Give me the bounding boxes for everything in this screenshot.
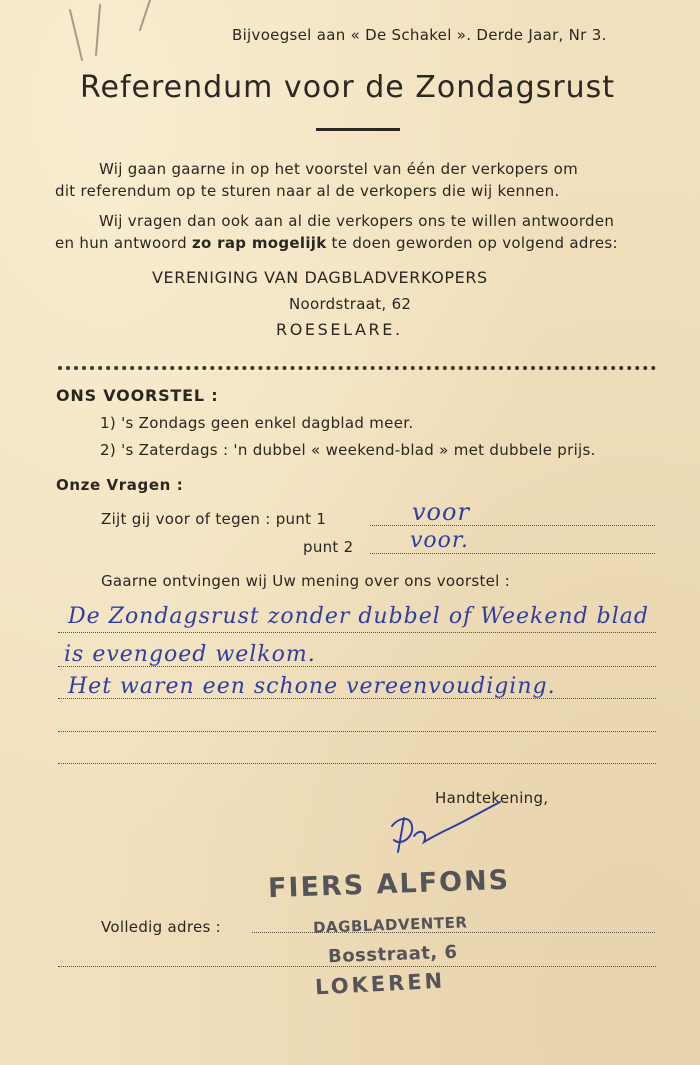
stamp-street: Bosstraat, 6 bbox=[327, 941, 458, 968]
question-punt-2: punt 2 bbox=[303, 538, 354, 556]
intro-p1-line2: dit referendum op te sturen naar al de verkopers die wij kennen. bbox=[55, 182, 560, 200]
stamp-city: LOKEREN bbox=[314, 968, 446, 1000]
stamp-name: FIERS ALFONS bbox=[267, 864, 511, 905]
proposal-item-1: 1) 's Zondags geen enkel dagblad meer. bbox=[100, 414, 414, 432]
signature-label: Handtekening, bbox=[435, 789, 549, 807]
opinion-handwritten-2: is evengoed welkom. bbox=[64, 642, 316, 667]
pencil-marks bbox=[70, 0, 150, 60]
full-address-label: Volledig adres : bbox=[101, 918, 222, 936]
answer-punt-1: voor bbox=[412, 498, 470, 526]
intro-p1-line1: Wij gaan gaarne in op het voorstel van één der verkopers om bbox=[99, 160, 579, 178]
questions-heading: Onze Vragen : bbox=[56, 476, 184, 494]
supplement-line: Bijvoegsel aan « De Schakel ». Derde Jaar, Nr 3. bbox=[232, 26, 607, 44]
stamp-profession: DAGBLADVENTER bbox=[312, 913, 468, 937]
intro-p2-post: te doen geworden op volgend adres: bbox=[326, 234, 618, 252]
question-punt-1: Zijt gij voor of tegen : punt 1 bbox=[101, 510, 327, 528]
question-opinion: Gaarne ontvingen wij Uw mening over ons voorstel : bbox=[101, 572, 511, 590]
intro-p2-emphasis: zo rap mogelijk bbox=[192, 234, 327, 252]
address-city: ROESELARE. bbox=[276, 320, 403, 339]
address-organization: VERENIGING VAN DAGBLADVERKOPERS bbox=[152, 268, 488, 287]
opinion-handwritten-3: Het waren een schone vereenvoudiging. bbox=[68, 674, 556, 699]
opinion-handwritten-1: De Zondagsrust zonder dubbel of Weekend blad bbox=[68, 604, 649, 629]
answer-punt-2: voor. bbox=[410, 528, 470, 553]
address-street: Noordstraat, 62 bbox=[289, 295, 412, 313]
proposal-heading: ONS VOORSTEL : bbox=[56, 386, 219, 405]
page-title: Referendum voor de Zondagsrust bbox=[80, 70, 616, 105]
intro-p2-pre: en hun antwoord bbox=[55, 234, 192, 252]
intro-p2-line1: Wij vragen dan ook aan al die verkopers ons te willen antwoorden bbox=[99, 212, 615, 230]
proposal-item-2: 2) 's Zaterdags : 'n dubbel « weekend-blad » met dubbele prijs. bbox=[100, 441, 596, 459]
